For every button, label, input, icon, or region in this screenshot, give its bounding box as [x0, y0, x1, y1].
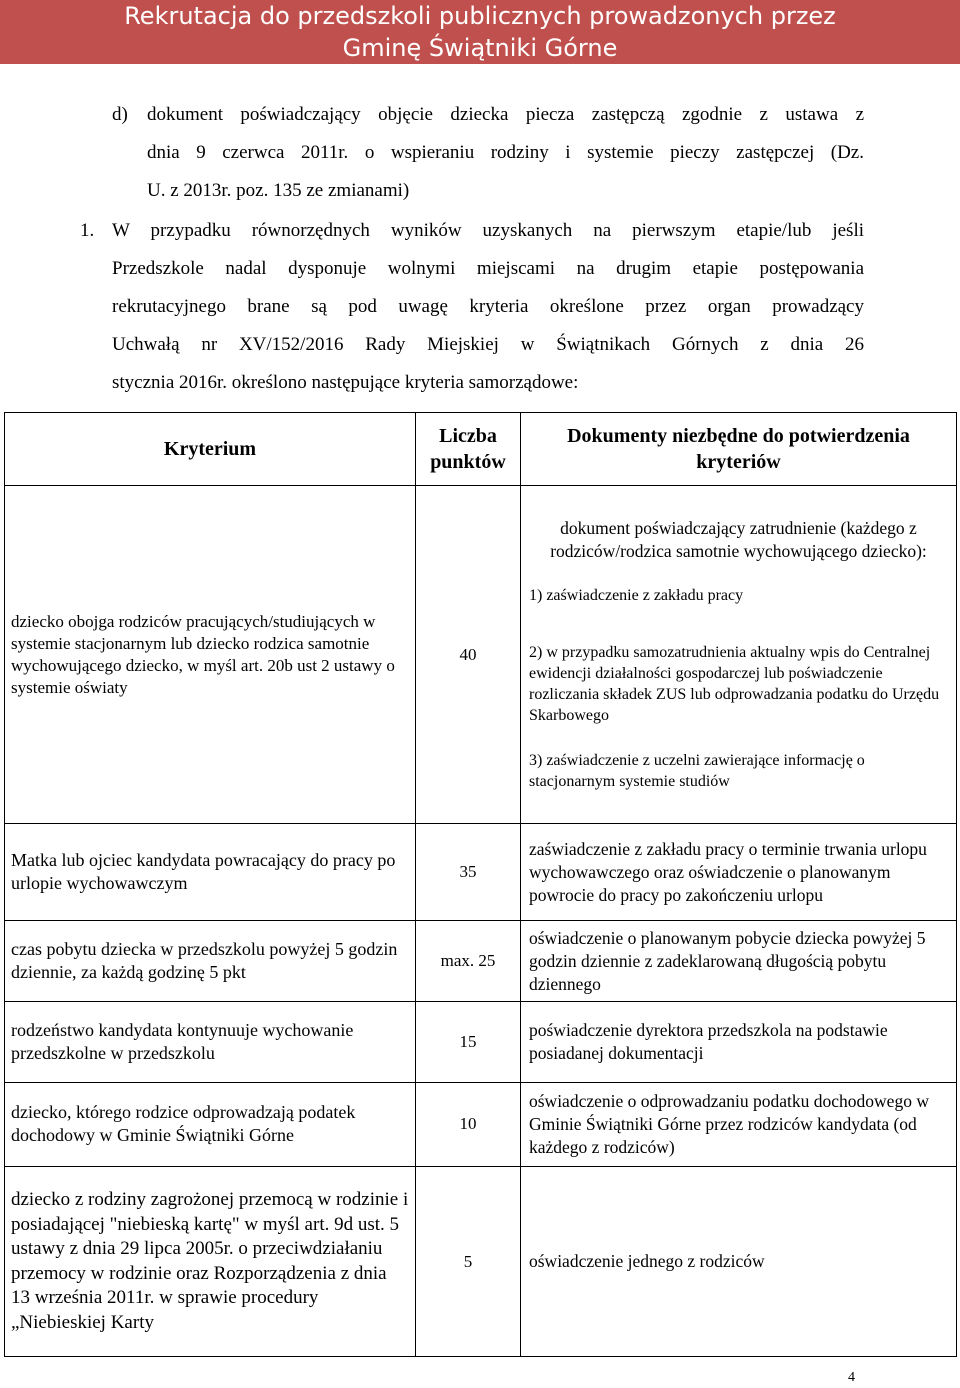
header-points: Liczba punktów	[416, 413, 521, 486]
item-d-line-1: dokument poświadczający objęcie dziecka piecza zastępczą zgodnie z ustawa z	[147, 104, 864, 125]
points-cell: 15	[416, 1001, 521, 1082]
documents-cell: oświadczenie o odprowadzaniu podatku dochodowego w Gminie Świątniki Górne przez rodziców kandydata (od każdego z rodziców)	[521, 1082, 957, 1167]
table-row	[5, 921, 957, 1002]
header-documents: Dokumenty niezbędne do potwierdzenia kryteriów	[521, 413, 957, 486]
point-1-line-4: Uchwałą nr XV/152/2016 Rady Miejskiej w Świątnikach Górnych z dnia 26	[112, 334, 864, 355]
page-number: 4	[848, 1370, 855, 1385]
point-1-line-3: rekrutacyjnego brane są pod uwagę kryteria określone przez organ prowadzący	[112, 296, 864, 317]
table-row	[5, 1001, 957, 1082]
points-cell: 10	[416, 1082, 521, 1167]
documents-item-1: 1) zaświadczenie z zakładu pracy	[529, 587, 744, 605]
criterion-cell: dziecko obojga rodziców pracujących/studiujących w systemie stacjonarnym lub dziecko rodzica samotnie wychowującego dziecko, w myśl art. 20b ust 2 ustawy o systemie oświaty	[5, 485, 416, 824]
documents-intro: dokument poświadczający zatrudnienie (każdego z rodziców/rodzica samotnie wychowującego dziecko):	[550, 518, 927, 562]
documents-cell: oświadczenie o planowanym pobycie dziecka powyżej 5 godzin dziennie z zadeklarowaną długością pobytu dziennego	[521, 921, 957, 1002]
criterion-cell: czas pobytu dziecka w przedszkolu powyżej 5 godzin dziennie, za każdą godzinę 5 pkt	[5, 921, 416, 1002]
document-header	[0, 0, 960, 64]
criterion-cell: dziecko, którego rodzice odprowadzają podatek dochodowy w Gminie Świątniki Górne	[5, 1082, 416, 1167]
point-1-paragraph	[80, 212, 864, 402]
documents-cell: oświadczenie jednego z rodziców	[521, 1167, 957, 1357]
header-criterion: Kryterium	[5, 413, 416, 486]
header-title-line-2: Gminę Świątniki Górne	[342, 34, 618, 62]
table-row	[5, 1167, 957, 1357]
points-cell: 40	[416, 485, 521, 824]
table-row	[5, 485, 957, 824]
point-1-line-2: Przedszkole nadal dysponuje wolnymi miejscami na drugim etapie postępowania	[112, 258, 864, 279]
item-d-paragraph	[112, 96, 864, 210]
point-1-line-1: W przypadku równorzędnych wyników uzyskanych na pierwszym etapie/lub jeśli	[112, 220, 864, 241]
header-title-line-1: Rekrutacja do przedszkoli publicznych prowadzonych przez	[124, 2, 836, 30]
documents-cell: poświadczenie dyrektora przedszkola na podstawie posiadanej dokumentacji	[521, 1001, 957, 1082]
table-row	[5, 1082, 957, 1167]
documents-item-2: 2) w przypadku samozatrudnienia aktualny wpis do Centralnej ewidencji działalności gospodarczej lub poświadczenie rozliczania składek ZUS lub odprowadzania podatku do Urzędu Skarbowego	[529, 644, 940, 725]
criterion-cell: rodzeństwo kandydata kontynuuje wychowanie przedszkolne w przedszkolu	[5, 1001, 416, 1082]
criteria-table	[4, 412, 957, 1357]
item-d-label: d)	[112, 104, 128, 125]
documents-cell: zaświadczenie z zakładu pracy o terminie trwania urlopu wychowawczego oraz oświadczenie o planowanym powrocie do pracy po zakończeniu urlopu	[521, 824, 957, 921]
table-header-row	[5, 413, 957, 486]
criterion-cell: dziecko z rodziny zagrożonej przemocą w rodzinie i posiadającej "niebieską kartę" w myśl art. 9d ust. 5 ustawy z dnia 29 lipca 2005r. o przeciwdziałaniu przemocy w rodzinie oraz Rozporządzenia z dnia 13 września 2011r. w sprawie procedury „Niebieskiej Karty	[5, 1167, 416, 1357]
points-cell: 35	[416, 824, 521, 921]
point-1-number: 1.	[80, 220, 95, 241]
documents-item-3: 3) zaświadczenie z uczelni zawierające informację o stacjonarnym systemie studiów	[529, 752, 865, 791]
points-cell: 5	[416, 1167, 521, 1357]
point-1-line-5: stycznia 2016r. określono następujące kryteria samorządowe:	[112, 372, 579, 393]
documents-cell	[521, 485, 957, 824]
item-d-line-3: U. z 2013r. poz. 135 ze zmianami)	[147, 180, 410, 201]
criterion-cell: Matka lub ojciec kandydata powracający do pracy po urlopie wychowawczym	[5, 824, 416, 921]
item-d-line-2: dnia 9 czerwca 2011r. o wspieraniu rodziny i systemie pieczy zastępczej (Dz.	[147, 142, 864, 163]
points-cell: max. 25	[416, 921, 521, 1002]
table-row	[5, 824, 957, 921]
